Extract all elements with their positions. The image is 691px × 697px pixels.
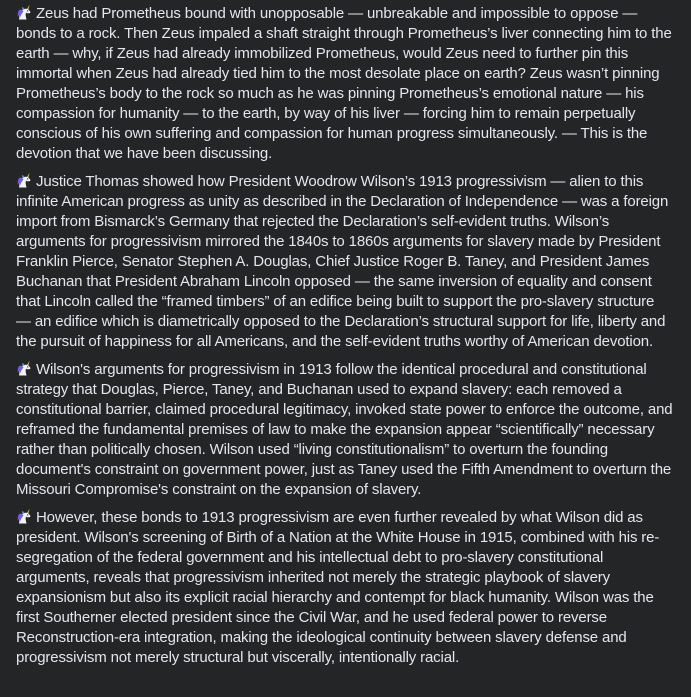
unicorn-icon xyxy=(16,508,32,524)
paragraph-text: Justice Thomas showed how President Woodrow Wilson’s 1913 progressivism — alien to this infinite American progress as unity as described in the Declaration of Independence — was a foreign import from Bismarck’s Germany that rejected the Declaration’s self-evident truths. Wilson’s arguments for progressivism mirrored the 1840s to 1860s arguments for slavery made by President Franklin Pierce, Senator Stephen A. Douglas, Chief Justice Roger B. Taney, and President James Buchanan that President Abraham Lincoln opposed — the same inversion of equality and consent that Lincoln called the “framed timbers” of an edifice being built to support the pro-slavery structure — an edifice which is diametrically opposed to the Declaration’s structural support for life, liberty and the pursuit of happiness for all Americans, and the self-evident truths worthy of American devotion. xyxy=(16,173,669,350)
paragraph-text: Zeus had Prometheus bound with unopposable — unbreakable and impossible to oppose — bonds to a rock. Then Zeus impaled a shaft straight through Prometheus’s liver connecting him to the earth — why, if Zeus had already immobilized Prometheus, would Zeus need to further pin this immortal when Zeus had already tied him to the most desolate place on earth? Zeus wasn’t pinning Prometheus’s body to the rock so much as he was pinning Prometheus’s emotional nature — his compassion for humanity — to the earth, by way of his liver — forcing him to remain perpetually conscious of his own suffering and compassion for human progress simultaneously. — This is the devotion that we have been discussing. xyxy=(16,5,672,162)
paragraph-2 xyxy=(16,172,673,352)
paragraph-3 xyxy=(16,360,673,500)
unicorn-icon xyxy=(16,360,32,376)
paragraph-4 xyxy=(16,508,673,668)
unicorn-icon xyxy=(16,4,32,20)
unicorn-icon xyxy=(16,172,32,188)
paragraph-1 xyxy=(16,4,673,164)
paragraph-text: Wilson's arguments for progressivism in 1913 follow the identical procedural and constitutional strategy that Douglas, Pierce, Taney, and Buchanan used to expand slavery: each removed a constitutional barrier, claimed procedural legitimacy, invoked state power to enforce the outcome, and reframed the fundamental premises of law to make the expansion appear “scientifically” necessary rather than politically chosen. Wilson used “living constitutionalism” to overturn the founding document's constraint on government power, just as Taney used the Fifth Amendment to overturn the Missouri Compromise's constraint on the expansion of slavery. xyxy=(16,361,673,498)
paragraph-text: However, these bonds to 1913 progressivism are even further revealed by what Wilson did as president. Wilson's screening of Birth of a Nation at the White House in 1915, combined with his re-segregation of the federal government and his intellectual debt to pro-slavery constitutional arguments, reveals that progressivism inherited not merely the strategic playbook of slavery expansionism but also its explicit racial hierarchy and contempt for black humanity. Wilson was the first Southerner elected president since the Civil War, and he used federal power to reverse Reconstruction-era integration, making the ideological continuity between slavery defense and progressivism not merely structural but viscerally, intentionally racial. xyxy=(16,509,660,666)
